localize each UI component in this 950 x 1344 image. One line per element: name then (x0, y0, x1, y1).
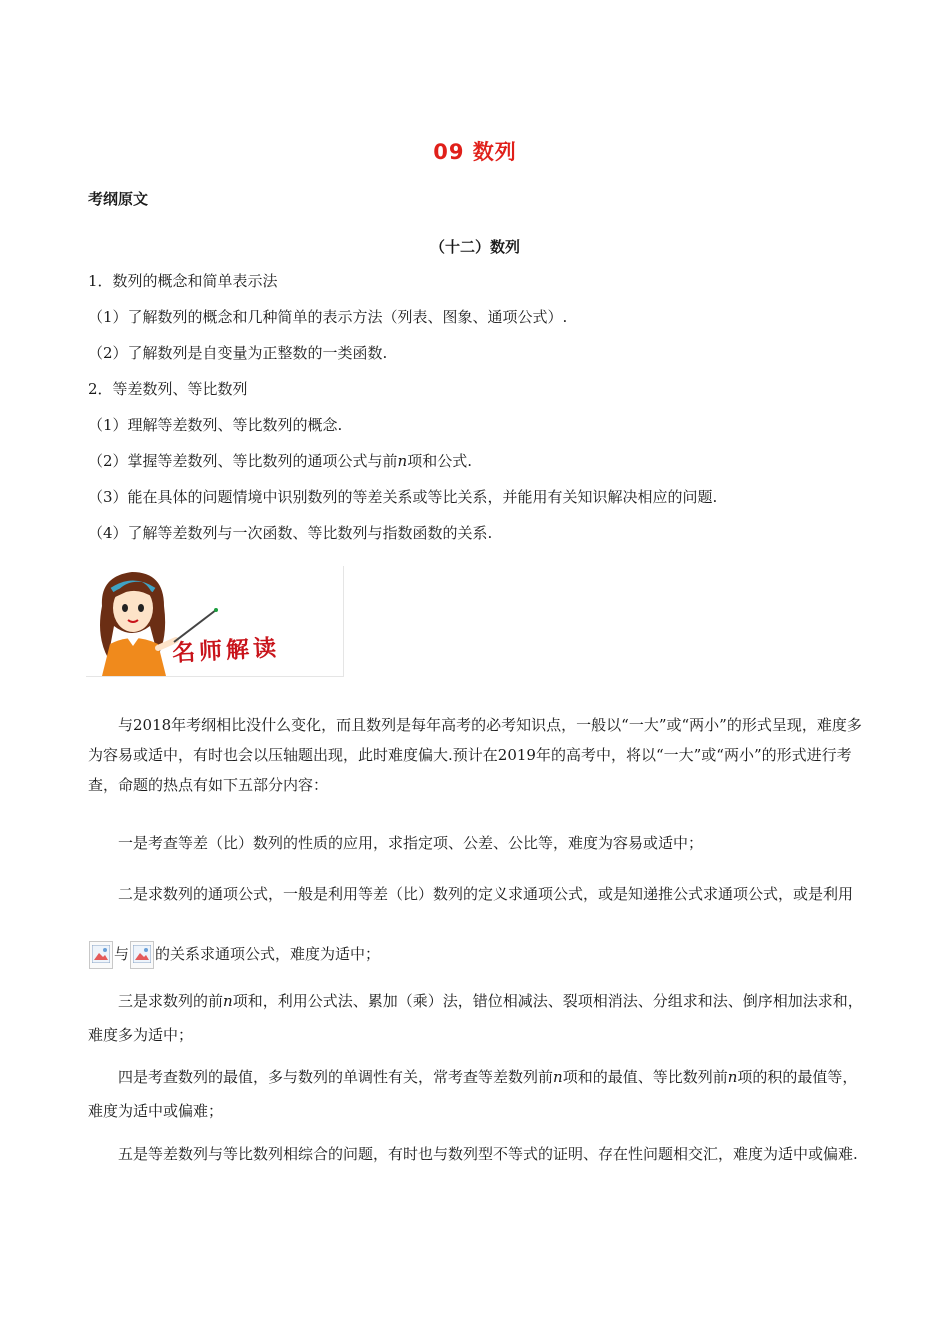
point-2 (88, 864, 868, 984)
point-2-text: 二是求数列的通项公式，一般是利用等差（比）数列的定义求通项公式，或是知递推公式求通项公式，或是利用 (118, 885, 854, 903)
banner-title: 名师解读 (171, 635, 281, 667)
point-4-text: 项和的最值、等比数列前 (562, 1068, 728, 1086)
sub-heading: （十二）数列 (429, 238, 520, 256)
point-3-text: 项和，利用公式法、累加（乘）法，错位相减法、裂项相消法、分组求和法、倒序相加法求和，难度多为适中； (88, 992, 863, 1044)
outline-item-2-2 (88, 450, 472, 471)
outline-item-2-4: （4）了解等差数列与一次函数、等比数列与指数函数的关系. (88, 524, 493, 542)
variable-n: n (397, 452, 408, 470)
outline-text: （2）掌握等差数列、等比数列的通项公式与前 (88, 452, 398, 470)
page-title: 09 数列 (433, 140, 517, 164)
outline-item-2-3: （3）能在具体的问题情境中识别数列的等差关系或等比关系，并能用有关知识解决相应的问题. (88, 488, 718, 506)
point-2-text: 与 (114, 945, 130, 963)
point-4-text: 项的积的最值等，难度为适中或偏难； (88, 1068, 858, 1120)
teacher-banner (86, 566, 344, 677)
variable-n: n (727, 1068, 738, 1086)
outline-text: 项和公式. (407, 452, 472, 470)
point-3 (88, 984, 868, 1052)
point-2-text: 的关系求通项公式，难度为适中； (155, 945, 381, 963)
section-label: 考纲原文 (88, 190, 149, 208)
point-4 (88, 1060, 868, 1128)
point-3-text: 三是求数列的前 (118, 992, 224, 1010)
broken-image-icon (89, 941, 113, 969)
outline-item-1-2: （2）了解数列是自变量为正整数的一类函数. (88, 344, 388, 362)
outline-item-2-1: （1）理解等差数列、等比数列的概念. (88, 416, 343, 434)
variable-n: n (223, 992, 233, 1010)
point-1: 一是考查等差（比）数列的性质的应用，求指定项、公差、公比等，难度为容易或适中； (118, 834, 704, 852)
point-4-text: 四是考查数列的最值，多与数列的单调性有关，常考查等差数列前 (118, 1068, 554, 1086)
outline-item-1-1: （1）了解数列的概念和几种简单的表示方法（列表、图象、通项公式）. (88, 308, 568, 326)
variable-n: n (553, 1068, 563, 1086)
intro-paragraph: 与2018年考纲相比没什么变化，而且数列是每年高考的必考知识点，一般以“一大”或“两小”的形式呈现，难度多为容易或适中，有时也会以压轴题出现，此时难度偏大.预计在2019年的高考中，将以“一大”或“两小”的形式进行考查，命题的热点有如下五部分内容： (88, 716, 862, 794)
point-5: 五是等差数列与等比数列相综合的问题，有时也与数列型不等式的证明、存在性问题相交汇，难度为适中或偏难. (118, 1145, 858, 1163)
broken-image-icon (130, 941, 154, 969)
outline-item-2: 2．等差数列、等比数列 (88, 380, 248, 398)
outline-item-1: 1．数列的概念和简单表示法 (88, 272, 278, 290)
